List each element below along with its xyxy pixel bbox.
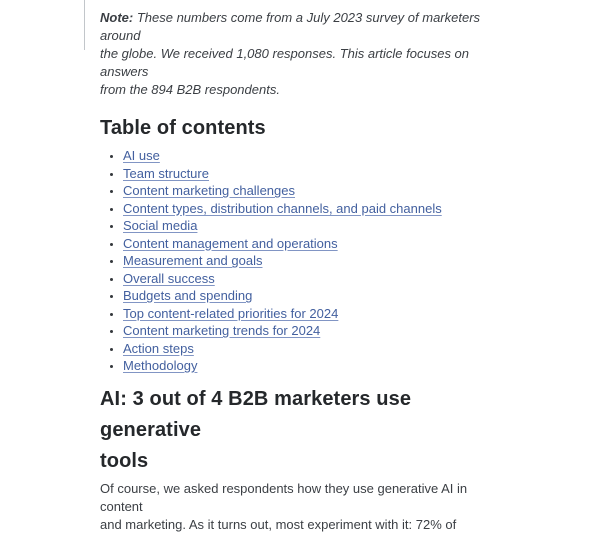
note-line: the globe. We received 1,080 responses. This article focuses on answers bbox=[100, 46, 470, 79]
survey-note bbox=[100, 9, 512, 99]
toc-link-trends-2024[interactable]: Content marketing trends for 2024 bbox=[123, 323, 321, 338]
toc-heading: Table of contents bbox=[100, 117, 266, 139]
toc-item bbox=[123, 287, 512, 305]
note-line bbox=[100, 9, 512, 45]
toc-item bbox=[123, 217, 512, 235]
note-line: from the 894 B2B respondents. bbox=[100, 82, 280, 97]
toc-link-overall-success[interactable]: Overall success bbox=[123, 270, 215, 286]
paragraph-line: Of course, we asked respondents how they use generative AI in content bbox=[100, 480, 468, 514]
toc-link-social-media[interactable]: Social media bbox=[123, 218, 198, 233]
ai-section-paragraph bbox=[100, 480, 512, 534]
toc-link-budgets-spending[interactable]: Budgets and spending bbox=[123, 288, 253, 303]
toc-item bbox=[123, 322, 512, 340]
heading-line: tools bbox=[100, 449, 149, 472]
note-label: Note: bbox=[100, 10, 134, 25]
left-border-fragment bbox=[84, 0, 85, 50]
note-text: These numbers come from a July 2023 survey of marketers around bbox=[100, 10, 481, 43]
toc-item bbox=[123, 357, 512, 375]
toc-item bbox=[123, 165, 512, 183]
toc-item bbox=[123, 252, 512, 270]
toc-item bbox=[123, 200, 512, 218]
toc-item bbox=[123, 147, 512, 165]
toc-item bbox=[123, 270, 512, 288]
toc-link-content-marketing-challenges[interactable]: Content marketing challenges bbox=[123, 183, 295, 198]
toc-link-content-management-operations[interactable]: Content management and operations bbox=[123, 235, 338, 251]
toc-link-action-steps[interactable]: Action steps bbox=[123, 340, 194, 356]
ai-section-heading bbox=[100, 384, 512, 477]
toc-item bbox=[123, 340, 512, 358]
toc-list bbox=[100, 147, 512, 375]
toc-link-content-types-channels[interactable]: Content types, distribution channels, and paid channels bbox=[123, 200, 442, 216]
toc-link-methodology[interactable]: Methodology bbox=[123, 358, 198, 373]
paragraph-line: and marketing. As it turns out, most experiment with it: 72% of bbox=[100, 516, 457, 532]
toc-link-team-structure[interactable]: Team structure bbox=[123, 165, 209, 181]
heading-line: AI: 3 out of 4 B2B marketers use generative bbox=[100, 387, 412, 441]
toc-item bbox=[123, 182, 512, 200]
toc-item bbox=[123, 305, 512, 323]
toc-item bbox=[123, 235, 512, 253]
toc-link-ai-use[interactable]: AI use bbox=[123, 148, 160, 163]
toc-link-top-priorities-2024[interactable]: Top content-related priorities for 2024 bbox=[123, 305, 339, 321]
article-content bbox=[100, 0, 512, 534]
toc-link-measurement-goals[interactable]: Measurement and goals bbox=[123, 253, 263, 268]
